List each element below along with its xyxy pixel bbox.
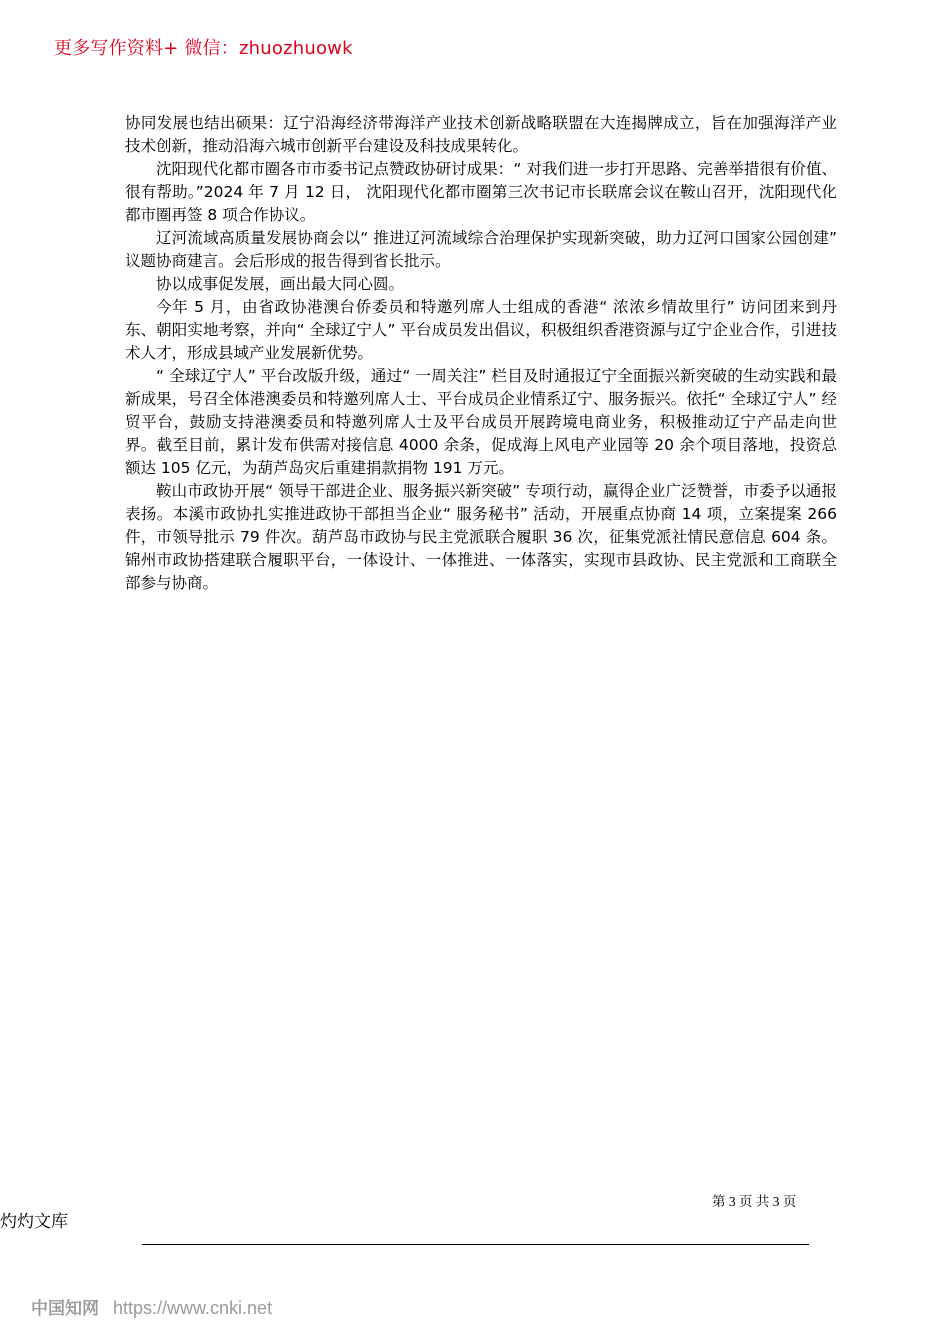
- watermark-url: https://www.cnki.net: [113, 1298, 273, 1318]
- document-body: [125, 112, 837, 595]
- paragraph: 鞍山市政协开展“ 领导干部进企业、服务振兴新突破” 专项行动，赢得企业广泛赞誉，市委予以通报表扬。本溪市政协扎实推进政协干部担当企业“ 服务秘书” 活动，开展重点协商 14 项，立案提案 266 件，市领导批示 79 件次。葫芦岛市政协与民主党派联合履职 36 次，征集党派社情民意信息 604 条。锦州市政协搭建联合履职平台，一体设计、一体推进、一体落实，实现市县政协、民主党派和工商联全部参与协商。: [125, 482, 837, 592]
- paragraph: “ 全球辽宁人” 平台改版升级，通过“ 一周关注” 栏目及时通报辽宁全面振兴新突破的生动实践和最新成果，号召全体港澳委员和特邀列席人士、平台成员企业情系辽宁、服务振兴。依托“ 全球辽宁人” 经贸平台，鼓励支持港澳委员和特邀列席人士及平台成员开展跨境电商业务，积极推动辽宁产品走向世界。截至目前，累计发布供需对接信息 4000 余条，促成海上风电产业园等 20 余个项目落地，投资总额达 105 亿元，为葫芦岛灾后重建捐款捐物 191 万元。: [125, 367, 837, 477]
- page-number: 第 3 页 共 3 页: [712, 1194, 797, 1209]
- promo-banner: 更多写作资料+ 微信：zhuozhuowk: [54, 38, 353, 59]
- watermark: [31, 1294, 272, 1319]
- paragraph: 辽河流域高质量发展协商会以“ 推进辽河流域综合治理保护实现新突破，助力辽河口国家公园创建” 议题协商建言。会后形成的报告得到省长批示。: [125, 229, 837, 270]
- paragraph: 今年 5 月，由省政协港澳台侨委员和特邀列席人士组成的香港“ 浓浓乡情故里行” 访问团来到丹东、朝阳实地考察，并向“ 全球辽宁人” 平台成员发出倡议，积极组织香港资源与辽宁企业合作，引进技术人才，形成县域产业发展新优势。: [125, 298, 837, 362]
- watermark-name: 中国知网: [31, 1299, 99, 1319]
- paragraph: 沈阳现代化都市圈各市市委书记点赞政协研讨成果：“ 对我们进一步打开思路、完善举措很有价值、 很有帮助。”2024 年 7 月 12 日， 沈阳现代化都市圈第三次书记市长联席会议在鞍山召开，沈阳现代化都市圈再签 8 项合作协议。: [125, 160, 837, 224]
- footer-divider: [142, 1244, 809, 1245]
- footer-brand: 灼灼文库: [0, 1212, 68, 1232]
- paragraph: 协同发展也结出硕果：辽宁沿海经济带海洋产业技术创新战略联盟在大连揭牌成立，旨在加强海洋产业技术创新，推动沿海六城市创新平台建设及科技成果转化。: [125, 114, 837, 155]
- paragraph: 协以成事促发展，画出最大同心圆。: [156, 275, 405, 293]
